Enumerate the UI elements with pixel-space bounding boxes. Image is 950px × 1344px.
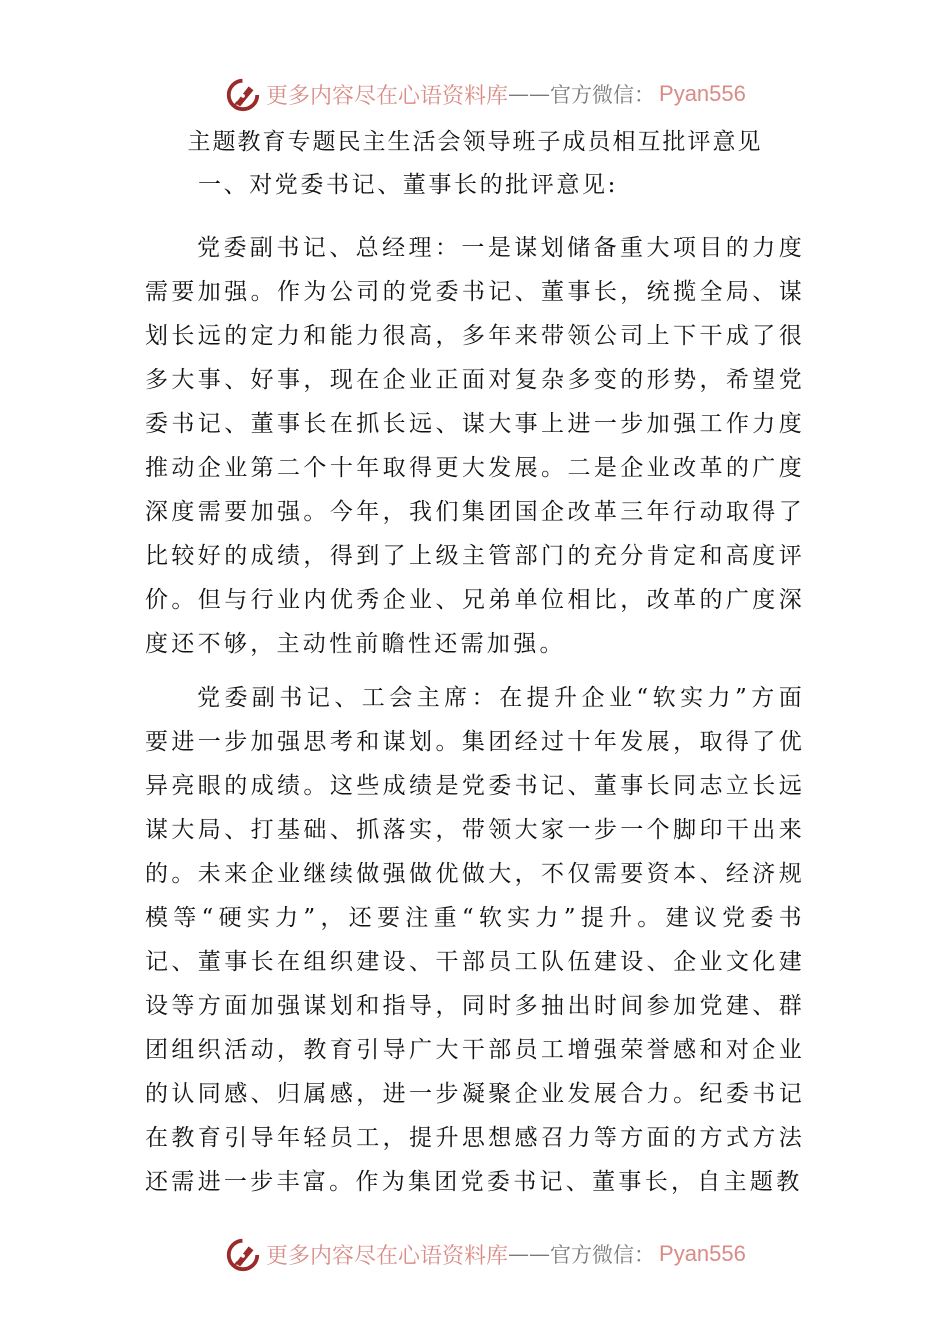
watermark-wechat-label: 官方微信： [550, 83, 656, 107]
watermark-dash: —— [508, 82, 551, 106]
watermark-header [224, 74, 746, 114]
document-title: 主题教育专题民主生活会领导班子成员相互批评意见 [187, 129, 763, 155]
paragraph-general-manager [145, 226, 805, 666]
watermark-dash: —— [508, 1242, 551, 1266]
watermark-wechat-id: Pyan556 [659, 1241, 746, 1266]
paragraph-text: 党委副书记、总经理：一是谋划储备重大项目的力度需要加强。作为公司的党委书记、董事长，统揽全局、谋划长远的定力和能力很高，多年来带领公司上下干成了很多大事、好事，现在企业正面对复杂多变的形势，希望党委书记、董事长在抓长远、谋大事上进一步加强工作力度推动企业第二个十年取得更大发展。二是企业改革的广度深度需要加强。今年，我们集团国企改革三年行动取得了比较好的成绩，得到了上级主管部门的充分肯定和高度评价。但与行业内优秀企业、兄弟单位相比，改革的广度深度还不够，主动性前瞻性还需加强。 [145, 235, 805, 657]
watermark-footer [224, 1234, 746, 1274]
watermark-promo-text: 更多内容尽在心语资料库 [266, 1243, 509, 1269]
paragraph-text: 党委副书记、工会主席：在提升企业“软实力”方面要进一步加强思考和谋划。集团经过十年发展，取得了优异亮眼的成绩。这些成绩是党委书记、董事长同志立长远谋大局、打基础、抓落实，带领大家一步一个脚印干出来的。未来企业继续做强做优做大，不仅需要资本、经济规模等“硬实力”，还要注重“软实力”提升。建议党委书记、董事长在组织建设、干部员工队伍建设、企业文化建设等方面加强谋划和指导，同时多抽出时间参加党建、群团组织活动，教育引导广大干部员工增强荣誉感和对企业的认同感、归属感，进一步凝聚企业发展合力。纪委书记在教育引导年轻员工，提升思想感召力等方面的方式方法还需进一步丰富。作为集团党委书记、董事长，自主题教 [145, 685, 805, 1195]
watermark-wechat-id: Pyan556 [659, 81, 746, 106]
quill-pen-logo-icon [224, 1235, 262, 1273]
paragraph-union-chair [145, 676, 805, 1204]
watermark-wechat-label: 官方微信： [550, 1243, 656, 1267]
quill-pen-logo-icon [224, 75, 262, 113]
watermark-promo-text: 更多内容尽在心语资料库 [266, 83, 509, 109]
section-heading: 一、对党委书记、董事长的批评意见: [198, 172, 618, 198]
